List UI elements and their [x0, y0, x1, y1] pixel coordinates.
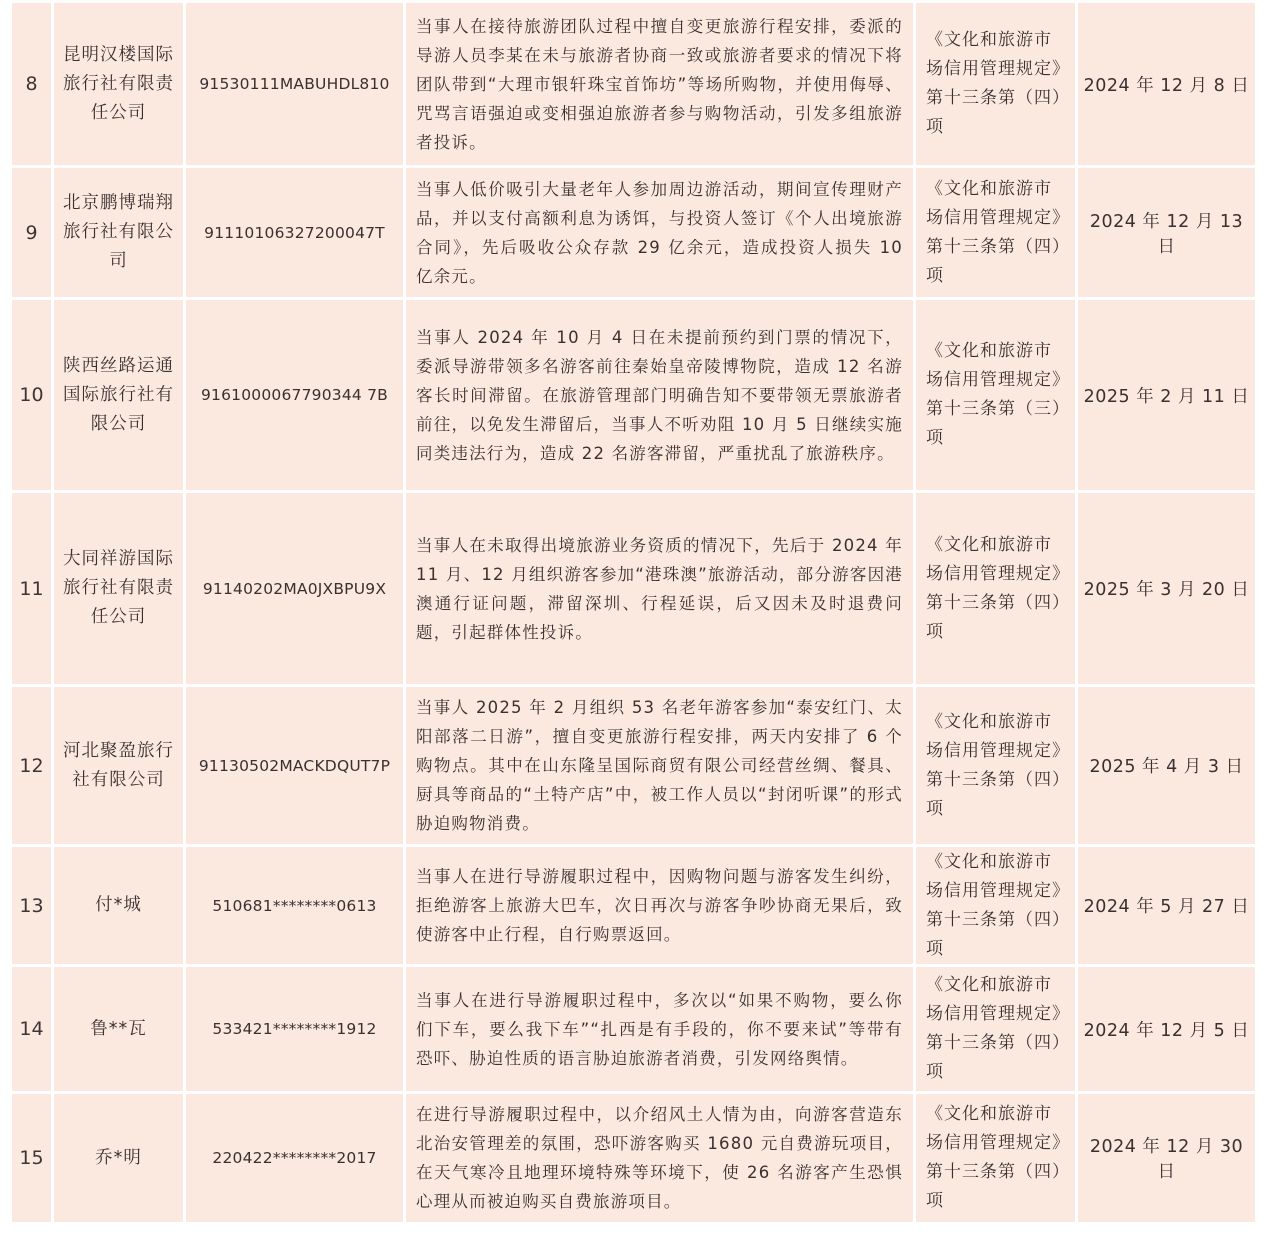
- party-name: 大同祥游国际旅行社有限责任公司: [53, 492, 185, 686]
- row-number: 15: [11, 1093, 53, 1224]
- legal-basis: 《文化和旅游市场信用管理规定》第十三条第（四）项: [915, 2, 1077, 167]
- table-row: [11, 966, 1257, 1093]
- row-number: 14: [11, 966, 53, 1093]
- violation-description: 当事人在未取得出境旅游业务资质的情况下，先后于 2024 年 11 月、12 月组织游客参加“港珠澳”旅游活动，部分游客因港澳通行证问题，滞留深圳、行程延误，后又因未及时退费问题，引起群体性投诉。: [405, 492, 915, 686]
- legal-basis: 《文化和旅游市场信用管理规定》第十三条第（四）项: [915, 1093, 1077, 1224]
- row-number: 9: [11, 167, 53, 299]
- legal-basis: 《文化和旅游市场信用管理规定》第十三条第（三）项: [915, 299, 1077, 492]
- legal-basis: 《文化和旅游市场信用管理规定》第十三条第（四）项: [915, 167, 1077, 299]
- party-name: 乔*明: [53, 1093, 185, 1224]
- party-name: 昆明汉楼国际旅行社有限责任公司: [53, 2, 185, 167]
- row-number: 13: [11, 846, 53, 966]
- decision-date: 2025 年 2 月 11 日: [1077, 299, 1257, 492]
- row-number: 11: [11, 492, 53, 686]
- party-name: 付*城: [53, 846, 185, 966]
- table-row: [11, 686, 1257, 846]
- credit-code: 220422********2017: [185, 1093, 405, 1224]
- decision-date: 2024 年 5 月 27 日: [1077, 846, 1257, 966]
- violation-description: 当事人低价吸引大量老年人参加周边游活动，期间宣传理财产品，并以支付高额利息为诱饵，与投资人签订《个人出境旅游合同》，先后吸收公众存款 29 亿余元，造成投资人损失 10 亿余元。: [405, 167, 915, 299]
- row-number: 12: [11, 686, 53, 846]
- row-number: 8: [11, 2, 53, 167]
- credit-code: 91530111MABUHDL810: [185, 2, 405, 167]
- legal-basis: 《文化和旅游市场信用管理规定》第十三条第（四）项: [915, 966, 1077, 1093]
- violation-description: 当事人在进行导游履职过程中，多次以“如果不购物，要么你们下车，要么我下车”“扎西是有手段的，你不要来试”等带有恐吓、胁迫性质的语言胁迫旅游者消费，引发网络舆情。: [405, 966, 915, 1093]
- credit-code: 91130502MACKDQUT7P: [185, 686, 405, 846]
- table-row: [11, 167, 1257, 299]
- violation-description: 当事人 2025 年 2 月组织 53 名老年游客参加“泰安红门、太阳部落二日游”，擅自变更旅游行程安排，两天内安排了 6 个购物点。其中在山东隆呈国际商贸有限公司经营丝绸、餐具、厨具等商品的“土特产店”中，被工作人员以“封闭听课”的形式胁迫购物消费。: [405, 686, 915, 846]
- credit-code: 533421********1912: [185, 966, 405, 1093]
- table-row: [11, 846, 1257, 966]
- credit-code: 510681********0613: [185, 846, 405, 966]
- table-row: [11, 492, 1257, 686]
- credit-code: 91110106327200047T: [185, 167, 405, 299]
- legal-basis: 《文化和旅游市场信用管理规定》第十三条第（四）项: [915, 846, 1077, 966]
- blacklist-table: [9, 0, 1258, 1225]
- violation-description: 当事人在进行导游履职过程中，因购物问题与游客发生纠纷，拒绝游客上旅游大巴车，次日再次与游客争吵协商无果后，致使游客中止行程，自行购票返回。: [405, 846, 915, 966]
- decision-date: 2024 年 12 月 8 日: [1077, 2, 1257, 167]
- decision-date: 2025 年 3 月 20 日: [1077, 492, 1257, 686]
- table-row: [11, 2, 1257, 167]
- table-row: [11, 1093, 1257, 1224]
- credit-code: 91140202MA0JXBPU9X: [185, 492, 405, 686]
- party-name: 鲁**瓦: [53, 966, 185, 1093]
- decision-date: 2025 年 4 月 3 日: [1077, 686, 1257, 846]
- party-name: 河北聚盈旅行社有限公司: [53, 686, 185, 846]
- decision-date: 2024 年 12 月 13 日: [1077, 167, 1257, 299]
- violation-description: 当事人 2024 年 10 月 4 日在未提前预约到门票的情况下，委派导游带领多名游客前往秦始皇帝陵博物院，造成 12 名游客长时间滞留。在旅游管理部门明确告知不要带领无票旅游者前往，以免发生滞留后，当事人不听劝阻 10 月 5 日继续实施同类违法行为，造成 22 名游客滞留，严重扰乱了旅游秩序。: [405, 299, 915, 492]
- row-number: 10: [11, 299, 53, 492]
- violation-description: 在进行导游履职过程中，以介绍风土人情为由，向游客营造东北治安管理差的氛围，恐吓游客购买 1680 元自费游玩项目，在天气寒冷且地理环境特殊等环境下，使 26 名游客产生恐惧心理从而被迫购买自费旅游项目。: [405, 1093, 915, 1224]
- page-bottom-margin: [8, 1222, 1254, 1238]
- decision-date: 2024 年 12 月 30 日: [1077, 1093, 1257, 1224]
- decision-date: 2024 年 12 月 5 日: [1077, 966, 1257, 1093]
- violation-description: 当事人在接待旅游团队过程中擅自变更旅游行程安排，委派的导游人员李某在未与旅游者协商一致或旅游者要求的情况下将团队带到“大理市银轩珠宝首饰坊”等场所购物，并使用侮辱、咒骂言语强迫或变相强迫旅游者参与购物活动，引发多组旅游者投诉。: [405, 2, 915, 167]
- party-name: 陕西丝路运通国际旅行社有限公司: [53, 299, 185, 492]
- credit-code: 9161000067790344 7B: [185, 299, 405, 492]
- legal-basis: 《文化和旅游市场信用管理规定》第十三条第（四）项: [915, 686, 1077, 846]
- credit-table: [8, 0, 1255, 1225]
- table-row: [11, 299, 1257, 492]
- legal-basis: 《文化和旅游市场信用管理规定》第十三条第（四）项: [915, 492, 1077, 686]
- party-name: 北京鹏博瑞翔旅行社有限公司: [53, 167, 185, 299]
